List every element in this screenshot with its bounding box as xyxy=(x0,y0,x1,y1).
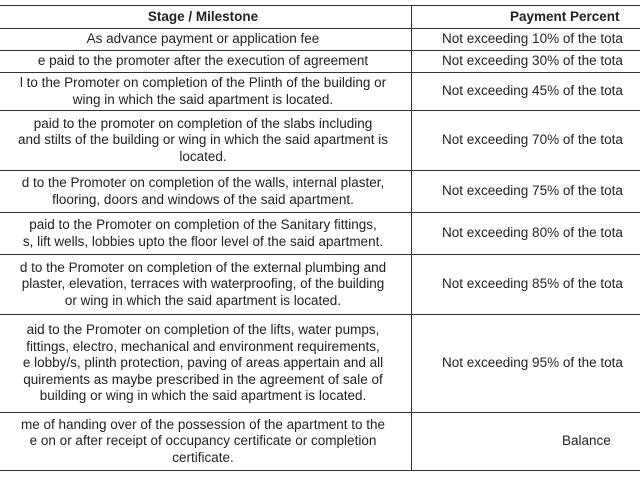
stage-text-line: and stilts of the building or wing in which the said apartment is xyxy=(18,132,388,148)
stage-text-line: s, lift wells, lobbies upto the floor level of the said apartment. xyxy=(22,233,384,249)
stage-cell xyxy=(0,111,412,171)
payment-cell: Balance xyxy=(412,413,640,471)
stage-text-line: aid to the Promoter on completion of the lifts, water pumps, xyxy=(26,322,380,338)
payment-cell: Not exceeding 45% of the tota xyxy=(412,73,640,111)
table-row xyxy=(0,73,640,111)
payment-cell: Not exceeding 95% of the tota xyxy=(412,315,640,413)
stage-milestone-header: Stage / Milestone xyxy=(0,6,412,29)
stage-text-line: paid to the promoter on completion of the slabs including xyxy=(33,115,373,131)
stage-cell xyxy=(0,315,412,413)
stage-text-line: l to the Promoter on completion of the Plinth of the building or xyxy=(19,75,387,90)
stage-text-line: d to the Promoter on completion of the walls, internal plaster, xyxy=(21,175,385,190)
stage-text-line: d to the Promoter on completion of the external plumbing and xyxy=(19,259,387,275)
payment-cell: Not exceeding 75% of the tota xyxy=(412,171,640,213)
stage-text-line: me of handing over of the possession of the apartment to the xyxy=(21,416,385,432)
stage-text-line: located. xyxy=(179,148,227,164)
table-body xyxy=(0,29,640,471)
table-row xyxy=(0,413,640,471)
stage-text-line: e paid to the promoter after the execution of agreement xyxy=(37,53,369,69)
stage-text-line: plaster, elevation, terraces with waterproofing, of the building xyxy=(21,276,385,292)
stage-text-line: certificate. xyxy=(172,449,234,465)
stage-text-line: paid to the Promoter on completion of the Sanitary fittings, xyxy=(29,217,377,232)
stage-cell xyxy=(0,255,412,315)
payment-cell: Not exceeding 80% of the tota xyxy=(412,213,640,255)
stage-cell xyxy=(0,51,412,73)
payment-percent-header: Payment Percent xyxy=(412,6,640,29)
table-row xyxy=(0,315,640,413)
table-row xyxy=(0,51,640,73)
payment-cell: Not exceeding 30% of the tota xyxy=(412,51,640,73)
stage-text-line: As advance payment or application fee xyxy=(86,31,320,47)
stage-text-line: e lobby/s, plinth protection, paving of areas appertain and all xyxy=(22,355,384,371)
table-header-row xyxy=(0,6,640,29)
stage-text-line: flooring, doors and windows of the said apartment. xyxy=(52,191,354,207)
payment-cell: Not exceeding 10% of the tota xyxy=(412,29,640,51)
stage-cell xyxy=(0,413,412,471)
table-row xyxy=(0,111,640,171)
stage-text-line: building or wing in which the said apartment is located. xyxy=(39,388,367,404)
table-row xyxy=(0,29,640,51)
stage-cell xyxy=(0,73,412,111)
payment-schedule-table xyxy=(0,5,640,471)
stage-text-line: wing in which the said apartment is located. xyxy=(72,91,334,107)
table-row xyxy=(0,255,640,315)
payment-schedule-wrapper xyxy=(0,5,640,471)
table-row xyxy=(0,171,640,213)
stage-text-line: quirements as maybe prescribed in the agreement of sale of xyxy=(23,371,383,387)
stage-cell xyxy=(0,29,412,51)
stage-text-line: fittings, electro, mechanical and environment requirements, xyxy=(26,338,380,354)
payment-cell: Not exceeding 85% of the tota xyxy=(412,255,640,315)
stage-text-line: or wing in which the said apartment is located. xyxy=(64,292,342,308)
stage-text-line: e on or after receipt of occupancy certificate or completion xyxy=(29,433,377,449)
stage-cell xyxy=(0,213,412,255)
stage-cell xyxy=(0,171,412,213)
table-row xyxy=(0,213,640,255)
payment-cell: Not exceeding 70% of the tota xyxy=(412,111,640,171)
